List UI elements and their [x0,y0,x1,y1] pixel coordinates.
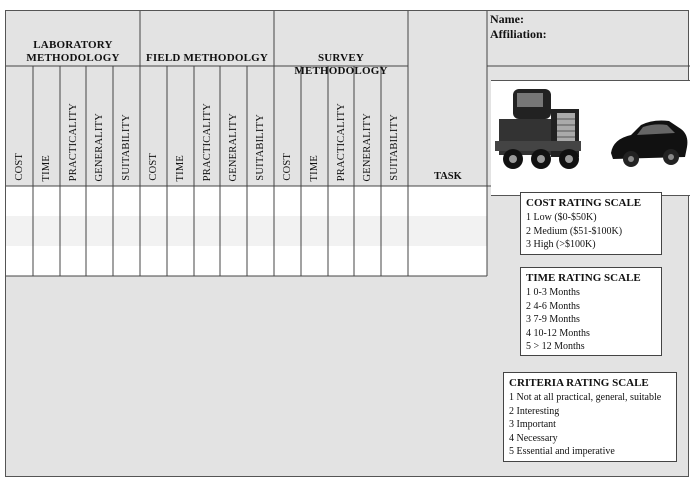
criteria-scale-title: CRITERIA RATING SCALE [509,377,649,389]
time-scale-title: TIME RATING SCALE [526,272,641,284]
col-survey-generality: GENERALITY [361,112,373,181]
col-lab-practicality: PRACTICALITY [67,102,79,181]
task-column-label: TASK [434,171,462,182]
criteria-scale-item: 4 Necessary [509,432,558,444]
criteria-scale-item: 5 Essential and imperative [509,446,615,457]
col-field-cost: COST [147,153,159,181]
group-title-survey: SURVEY METHODOLOGY [294,52,388,77]
vehicle-image [491,80,690,196]
criteria-scale-item: 3 Important [509,419,556,430]
time-scale-item: 4 10-12 Months [526,327,590,339]
col-survey-suitability: SUITABILITY [388,114,400,181]
rating-form-sheet [5,10,689,477]
group-title-laboratory: LABORATORY METHODOLOGY [26,39,120,64]
cost-scale-title: COST RATING SCALE [526,197,642,209]
time-scale-item: 5 > 12 Months [526,341,585,352]
col-survey-time: TIME [308,154,320,181]
time-scale-item: 1 0-3 Months [526,287,580,298]
cost-scale-item: 1 Low ($0-$50K) [526,212,597,223]
affiliation-label: Affiliation: [490,27,547,41]
car-icon [611,121,687,168]
criteria-rating-scale [503,372,677,462]
col-lab-generality: GENERALITY [93,112,105,181]
group-title-field: FIELD METHODOLGY [145,52,269,64]
name-label: Name: [490,12,524,26]
time-scale-item: 2 4-6 Months [526,300,580,312]
col-lab-time: TIME [40,154,52,181]
cost-scale-item: 2 Medium ($51-$100K) [526,225,623,237]
cost-scale-item: 3 High (>$100K) [526,239,596,250]
col-lab-suitability: SUITABILITY [120,114,132,181]
col-field-generality: GENERALITY [227,112,239,181]
col-field-practicality: PRACTICALITY [201,102,213,181]
col-survey-practicality: PRACTICALITY [335,102,347,181]
time-rating-scale [520,267,662,356]
time-scale-item: 3 7-9 Months [526,314,580,325]
col-field-time: TIME [174,154,186,181]
truck-icon [495,89,581,169]
criteria-scale-item: 2 Interesting [509,405,560,417]
col-lab-cost: COST [13,153,25,181]
col-field-suitability: SUITABILITY [254,114,266,181]
cost-rating-scale [520,192,662,255]
col-survey-cost: COST [281,153,293,181]
criteria-scale-item: 1 Not at all practical, general, suitable [509,392,662,403]
